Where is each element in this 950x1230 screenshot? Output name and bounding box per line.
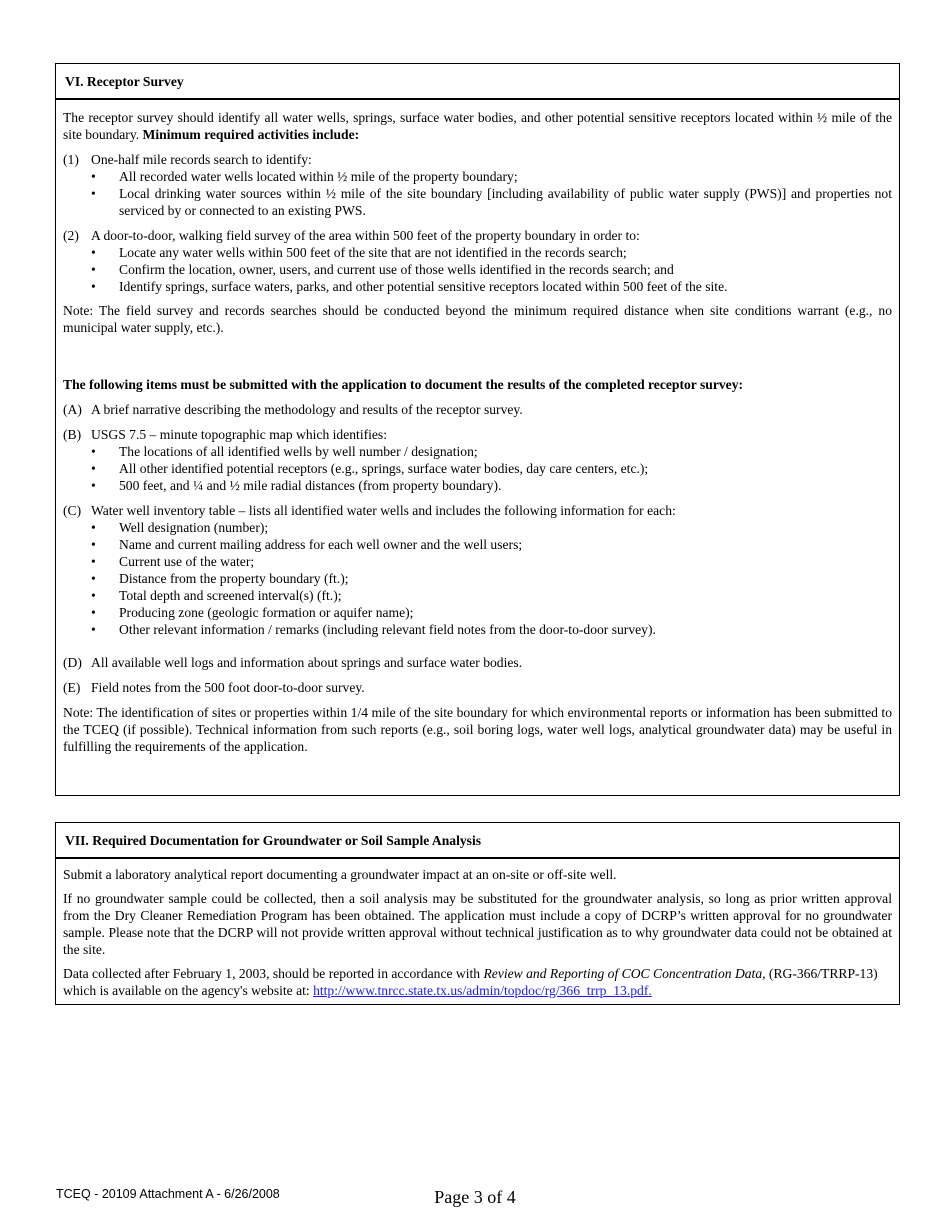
item-text: A brief narrative describing the methodology and results of the receptor survey. [91, 402, 523, 417]
bullet-icon: • [91, 169, 96, 184]
bullet-item: • All other identified potential receptors (e.g., springs, surface water bodies, day care centers, etc.); [91, 461, 649, 476]
bullet-icon: • [91, 622, 96, 637]
bullet-item: • All recorded water wells located within ½ mile of the property boundary; [91, 169, 518, 184]
list-item-1 [63, 151, 892, 168]
bullet-item: • Name and current mailing address for each well owner and the well users; [91, 537, 523, 552]
section-header [56, 64, 899, 100]
item-text: A door-to-door, walking field survey of the area within 500 feet of the property boundary in order to: [91, 228, 640, 243]
bullet-item: • Confirm the location, owner, users, and current use of those wells identified in the records search; and [91, 262, 674, 277]
bullet-icon: • [91, 537, 96, 552]
intro-paragraph: The receptor survey should identify all water wells, springs, surface water bodies, and other potential sensitive receptors located within ½ mile of the site boundary. Minimum required activities include: [63, 110, 892, 142]
section-title: VI. Receptor Survey [65, 73, 184, 89]
bullet-item: • 500 feet, and ¼ and ½ mile radial distances (from property boundary). [91, 478, 502, 493]
list-item-a [63, 401, 892, 418]
bullet-item: • Other relevant information / remarks (including relevant field notes from the door-to-door survey). [91, 622, 656, 637]
section-receptor-survey [55, 63, 900, 796]
bullet-icon: • [91, 444, 96, 459]
paragraph-soil-analysis: If no groundwater sample could be collected, then a soil analysis may be substituted for the groundwater analysis, so long as prior written approval from the Dry Cleaner Remediation Program has been obtained. The application must include a copy of DCRP’s written approval for no groundwater sample. Please note that the DCRP will not provide written approval without technical justification as to why groundwater data could not be obtained at the site. [63, 891, 892, 957]
bullet-item: • The locations of all identified wells by well number / designation; [91, 444, 478, 459]
item-label: (1) [63, 152, 79, 167]
item-text: Water well inventory table – lists all identified water wells and includes the following information for each: [91, 503, 676, 518]
bullet-item: • Current use of the water; [91, 554, 255, 569]
form-id: TCEQ - 20109 Attachment A - 6/26/2008 [56, 1187, 280, 1201]
paragraph-lab-report: Submit a laboratory analytical report documenting a groundwater impact at an on-site or off-site well. [63, 867, 617, 882]
note-tceq: Note: The identification of sites or properties within 1/4 mile of the site boundary for which environmental reports or information has been submitted to the TCEQ (if possible). Technical information from such reports (e.g., soil boring logs, water well logs, analytical groundwater data) may be useful in fulfilling the requirements of the application. [63, 705, 892, 754]
bullet-icon: • [91, 588, 96, 603]
list-item-e [63, 679, 892, 696]
item-label: (B) [63, 427, 82, 442]
bullet-icon: • [91, 245, 96, 260]
list-item-c [63, 502, 892, 519]
bullet-icon: • [91, 554, 96, 569]
bullet-item: • Identify springs, surface waters, parks, and other potential sensitive receptors located within 500 feet of the site. [91, 279, 728, 294]
bullet-icon: • [91, 571, 96, 586]
section-body [56, 859, 899, 999]
section-header [56, 823, 899, 859]
bullet-icon: • [91, 520, 96, 535]
bullet-icon: • [91, 478, 96, 493]
item-text: All available well logs and information about springs and surface water bodies. [91, 655, 523, 670]
item-label: (D) [63, 655, 82, 670]
bullet-icon: • [91, 186, 96, 201]
item-text: USGS 7.5 – minute topographic map which identifies: [91, 427, 388, 442]
bullet-icon: • [91, 605, 96, 620]
bullet-icon: • [91, 461, 96, 476]
trrp-13-link[interactable]: http://www.tnrcc.state.tx.us/admin/topdoc/rg/366_trrp_13.pdf. [313, 983, 652, 998]
section-required-documentation [55, 822, 900, 1005]
intro-bold: Minimum required activities include: [142, 127, 360, 142]
bullet-item: • Total depth and screened interval(s) (ft.); [91, 588, 342, 603]
item-label: (2) [63, 228, 79, 243]
bullet-icon: • [91, 262, 96, 277]
item-text: Field notes from the 500 foot door-to-door survey. [91, 680, 365, 695]
bullet-item: • Well designation (number); [91, 520, 269, 535]
bullet-item: • Producing zone (geologic formation or aquifer name); [91, 605, 414, 620]
list-item-b [63, 426, 892, 443]
note-field-survey: Note: The field survey and records searches should be conducted beyond the minimum required distance when site conditions warrant (e.g., no municipal water supply, etc.). [63, 303, 892, 335]
page-number: Page 3 of 4 [434, 1187, 516, 1207]
bullet-item: • Locate any water wells within 500 feet of the site that are not identified in the records search; [91, 245, 627, 260]
bullet-item: • Distance from the property boundary (ft.); [91, 571, 349, 586]
item-label: (E) [63, 680, 81, 695]
bullet-icon: • [91, 279, 96, 294]
document-title: Review and Reporting of COC Concentration Data, [483, 966, 766, 981]
item-label: (A) [63, 402, 82, 417]
item-label: (C) [63, 503, 82, 518]
item-text: One-half mile records search to identify: [91, 152, 312, 167]
submit-heading: The following items must be submitted with the application to document the results of the completed receptor survey: [63, 377, 744, 392]
list-item-2 [63, 227, 892, 244]
list-item-d [63, 654, 892, 671]
bullet-item: • Local drinking water sources within ½ mile of the site boundary [including availability of public water supply (PWS)] and properties not serviced by or connected to an existing PWS. [91, 186, 892, 218]
section-title: VII. Required Documentation for Groundwater or Soil Sample Analysis [65, 832, 482, 848]
section-body [56, 100, 899, 755]
paragraph-data-reporting: Data collected after February 1, 2003, should be reported in accordance with Review and Reporting of COC Concentration Data, (RG-366/TRRP-13) which is available on the agency's website at: http://www.tnrcc.state.tx.us/admin/topdoc/rg/366_trrp_13.pdf. [63, 966, 878, 998]
